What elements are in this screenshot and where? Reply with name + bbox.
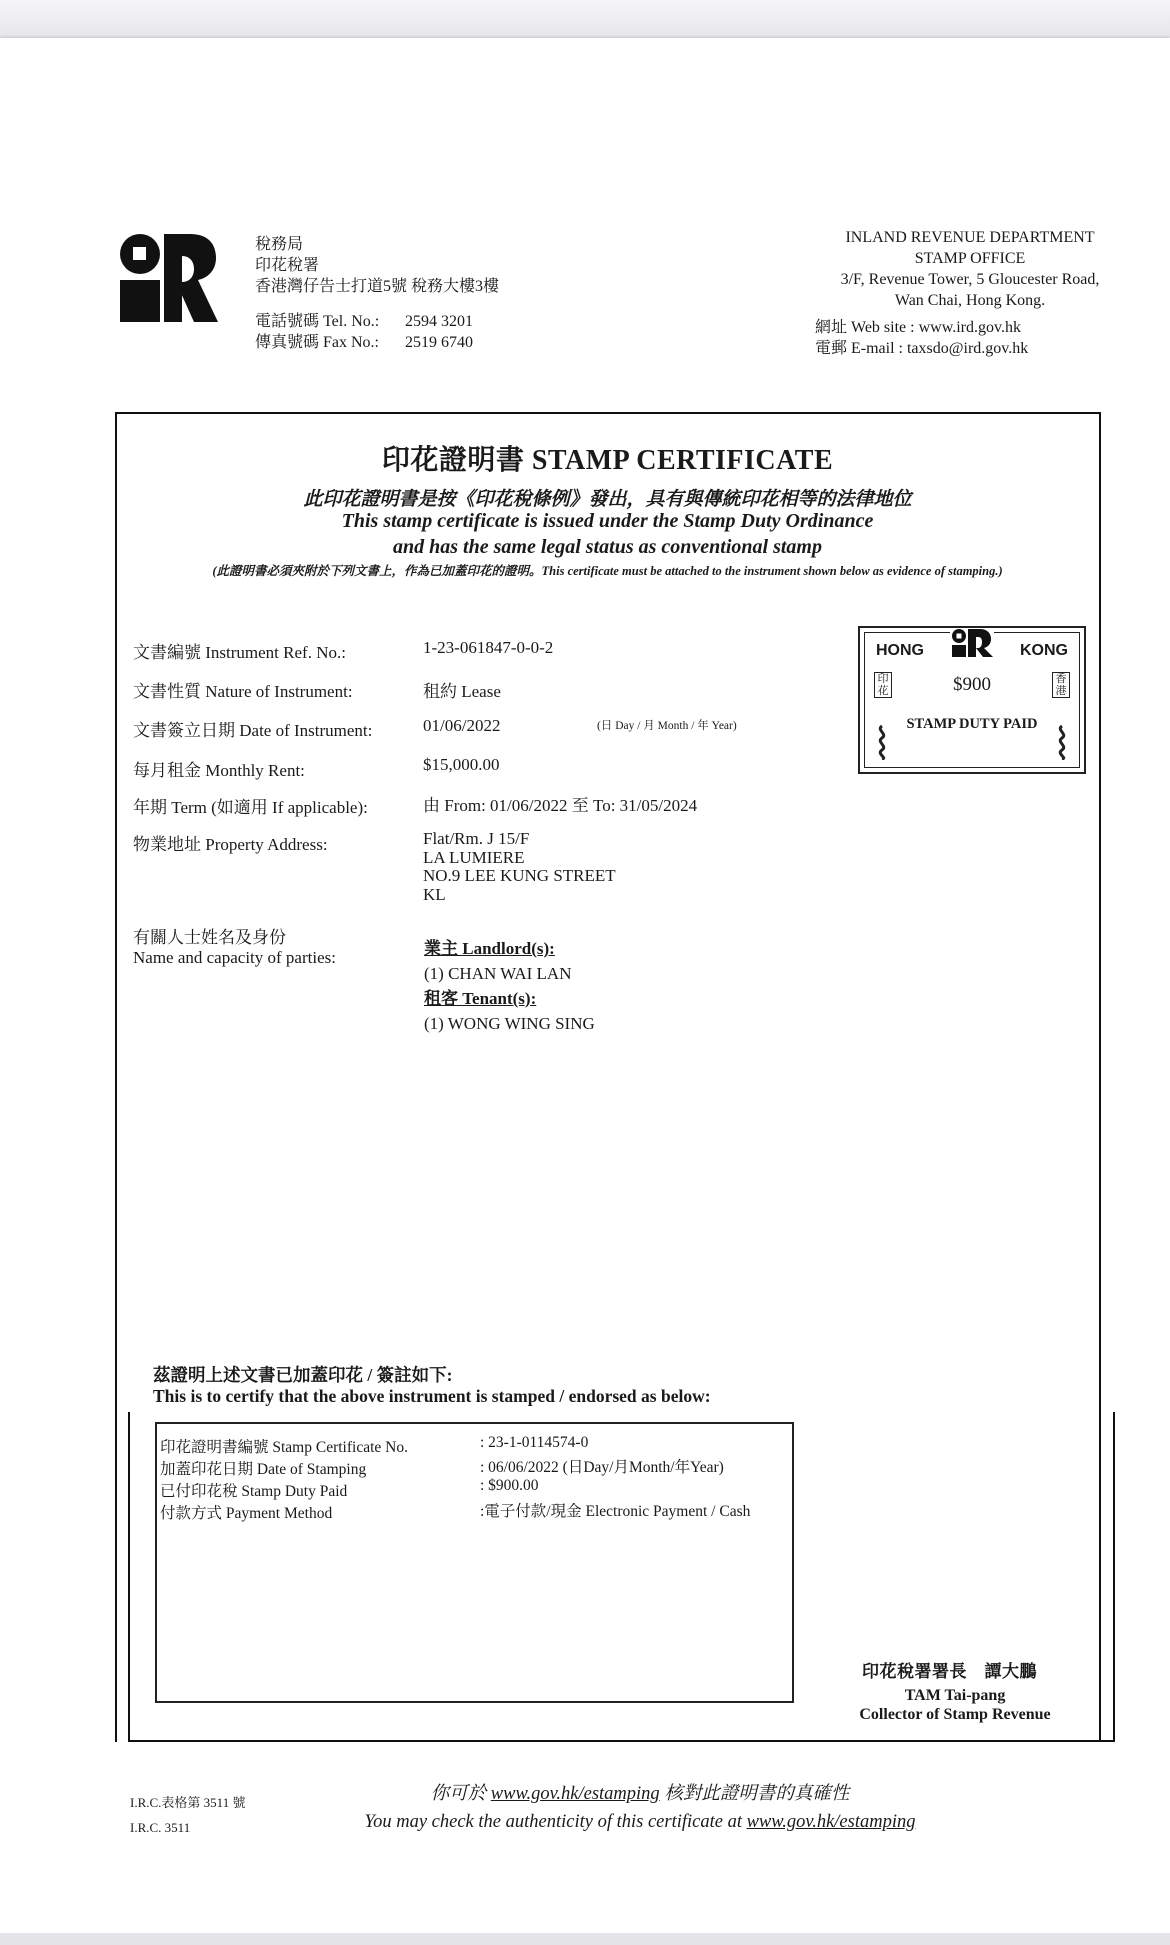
field-label-ref: 文書編號 Instrument Ref. No.: bbox=[133, 643, 346, 662]
tenant-heading: 租客 Tenant(s): bbox=[424, 989, 537, 1008]
estamping-link-en[interactable]: www.gov.hk/estamping bbox=[746, 1812, 916, 1832]
detail-value-payment: :電子付款/現金 Electronic Payment / Cash bbox=[480, 1503, 751, 1520]
landlord-name: (1) CHAN WAI LAN bbox=[424, 964, 572, 983]
landlord-heading: 業主 Landlord(s): bbox=[424, 939, 555, 958]
fax-label: 傳真號碼 Fax No.: bbox=[255, 334, 380, 351]
certificate-frame-bottom bbox=[128, 1740, 1113, 1742]
detail-label-date: 加蓋印花日期 Date of Stamping bbox=[160, 1461, 367, 1478]
field-value-date: 01/06/2022 bbox=[423, 716, 501, 735]
parties-label-cn: 有關人士姓名及身份 bbox=[133, 928, 286, 947]
email: 電郵 E-mail : taxsdo@ird.gov.hk bbox=[815, 340, 1029, 357]
office-name-en: STAMP OFFICE bbox=[914, 250, 1026, 267]
tel-label: 電話號碼 Tel. No.: bbox=[255, 313, 380, 330]
attachment-notice: (此證明書必須夾附於下列文書上，作為已加蓋印花的證明。This certificate must be attached to the instrument shown below as evidence of stamping.) bbox=[212, 564, 1003, 578]
header-left bbox=[255, 234, 499, 353]
seal-hong: HONG bbox=[876, 642, 924, 659]
field-label-rent: 每月租金 Monthly Rent: bbox=[133, 761, 305, 780]
detail-label-duty: 已付印花稅 Stamp Duty Paid bbox=[160, 1483, 348, 1500]
detail-value-cert-no: : 23-1-0114574-0 bbox=[480, 1434, 589, 1451]
office-name-cn: 印花稅署 bbox=[255, 257, 320, 274]
property-address bbox=[423, 830, 616, 904]
detail-label-cert-no: 印花證明書編號 Stamp Certificate No. bbox=[160, 1439, 408, 1456]
field-label-address: 物業地址 Property Address: bbox=[133, 835, 328, 854]
detail-value-duty: : $900.00 bbox=[480, 1477, 539, 1494]
collector-signature-block bbox=[820, 1686, 1090, 1724]
form-number bbox=[130, 1790, 245, 1840]
address-line: Flat/Rm. J 15/F bbox=[423, 829, 530, 848]
address-en-1: 3/F, Revenue Tower, 5 Gloucester Road, bbox=[840, 271, 1100, 288]
subtitle-cn: 此印花證明書是按《印花稅條例》發出，具有與傳統印花相等的法律地位 bbox=[303, 489, 912, 510]
dept-name-en: INLAND REVENUE DEPARTMENT bbox=[845, 229, 1095, 246]
parties-label bbox=[133, 928, 336, 968]
seal-ornament-left-icon bbox=[874, 724, 890, 760]
form-number-en: I.R.C. 3511 bbox=[130, 1820, 191, 1835]
seal-side-left: 印花 bbox=[874, 672, 892, 698]
viewer-bottom-bar bbox=[0, 1933, 1170, 1945]
field-value-term: 由 From: 01/06/2022 至 To: 31/05/2024 bbox=[423, 796, 698, 815]
frame-left-lower bbox=[128, 1412, 130, 1742]
tenant-name: (1) WONG WING SING bbox=[424, 1014, 595, 1033]
parties-label-en: Name and capacity of parties: bbox=[133, 948, 336, 967]
address-line: LA LUMIERE bbox=[423, 847, 525, 867]
date-format-hint: (日 Day / 月 Month / 年 Year) bbox=[597, 720, 737, 732]
field-value-ref: 1-23-061847-0-0-2 bbox=[423, 638, 554, 657]
check-cn-pre: 你可於 bbox=[430, 1784, 487, 1804]
collector-title: Collector of Stamp Revenue bbox=[859, 1706, 1051, 1723]
seal-kong: KONG bbox=[1020, 642, 1068, 659]
header-right bbox=[770, 227, 1170, 359]
dept-name-cn: 稅務局 bbox=[255, 236, 304, 253]
field-label-date: 文書簽立日期 Date of Instrument: bbox=[133, 721, 373, 740]
parties-list bbox=[424, 936, 595, 1036]
address-cn: 香港灣仔告士打道5號 稅務大樓3樓 bbox=[255, 278, 500, 295]
viewer-top-bar bbox=[0, 0, 1170, 38]
frame-right-lower bbox=[1097, 1412, 1115, 1742]
estamping-link-cn[interactable]: www.gov.hk/estamping bbox=[490, 1784, 660, 1804]
address-line: NO.9 LEE KUNG STREET bbox=[423, 866, 616, 885]
field-label-term: 年期 Term (如適用 If applicable): bbox=[133, 798, 368, 817]
ird-logo-icon bbox=[118, 232, 218, 324]
detail-value-date: : 06/06/2022 (日Day/月Month/年Year) bbox=[480, 1459, 724, 1476]
address-en-2: Wan Chai, Hong Kong. bbox=[894, 292, 1046, 309]
detail-label-payment: 付款方式 Payment Method bbox=[160, 1505, 333, 1522]
fax-value: 2519 6740 bbox=[405, 334, 473, 351]
collector-name-cn: 印花稅署署長 譚大鵬 bbox=[862, 1662, 1037, 1681]
tel-value: 2594 3201 bbox=[405, 313, 473, 330]
seal-ornament-right-icon bbox=[1054, 724, 1070, 760]
field-label-nature: 文書性質 Nature of Instrument: bbox=[133, 682, 353, 701]
certify-cn: 茲證明上述文書已加蓋印花 / 簽註如下: bbox=[153, 1365, 453, 1385]
check-cn-post: 核對此證明書的真確性 bbox=[664, 1784, 850, 1804]
field-value-nature: 租約 Lease bbox=[423, 682, 501, 701]
seal-amount: $900 bbox=[953, 674, 991, 695]
subtitle-en-2: and has the same legal status as conventional stamp bbox=[393, 536, 822, 558]
seal-paid-text: STAMP DUTY PAID bbox=[906, 716, 1038, 732]
field-value-rent: $15,000.00 bbox=[423, 755, 500, 774]
subtitle-en-1: This stamp certificate is issued under the Stamp Duty Ordinance bbox=[341, 510, 874, 532]
certificate-title: 印花證明書 STAMP CERTIFICATE bbox=[381, 445, 834, 476]
stamp-duty-seal bbox=[858, 626, 1086, 774]
check-en-pre: You may check the authenticity of this certificate at bbox=[364, 1812, 742, 1832]
form-number-cn: I.R.C.表格第 3511 號 bbox=[130, 1795, 246, 1810]
website: 網址 Web site : www.ird.gov.hk bbox=[815, 319, 1021, 336]
seal-side-right: 香港 bbox=[1052, 672, 1070, 698]
collector-name-en: TAM Tai-pang bbox=[904, 1687, 1006, 1704]
authenticity-note bbox=[290, 1780, 990, 1836]
address-line: KL bbox=[423, 884, 446, 904]
seal-ir-logo-icon bbox=[950, 628, 994, 658]
certify-en: This is to certify that the above instrument is stamped / endorsed as below: bbox=[153, 1386, 711, 1406]
